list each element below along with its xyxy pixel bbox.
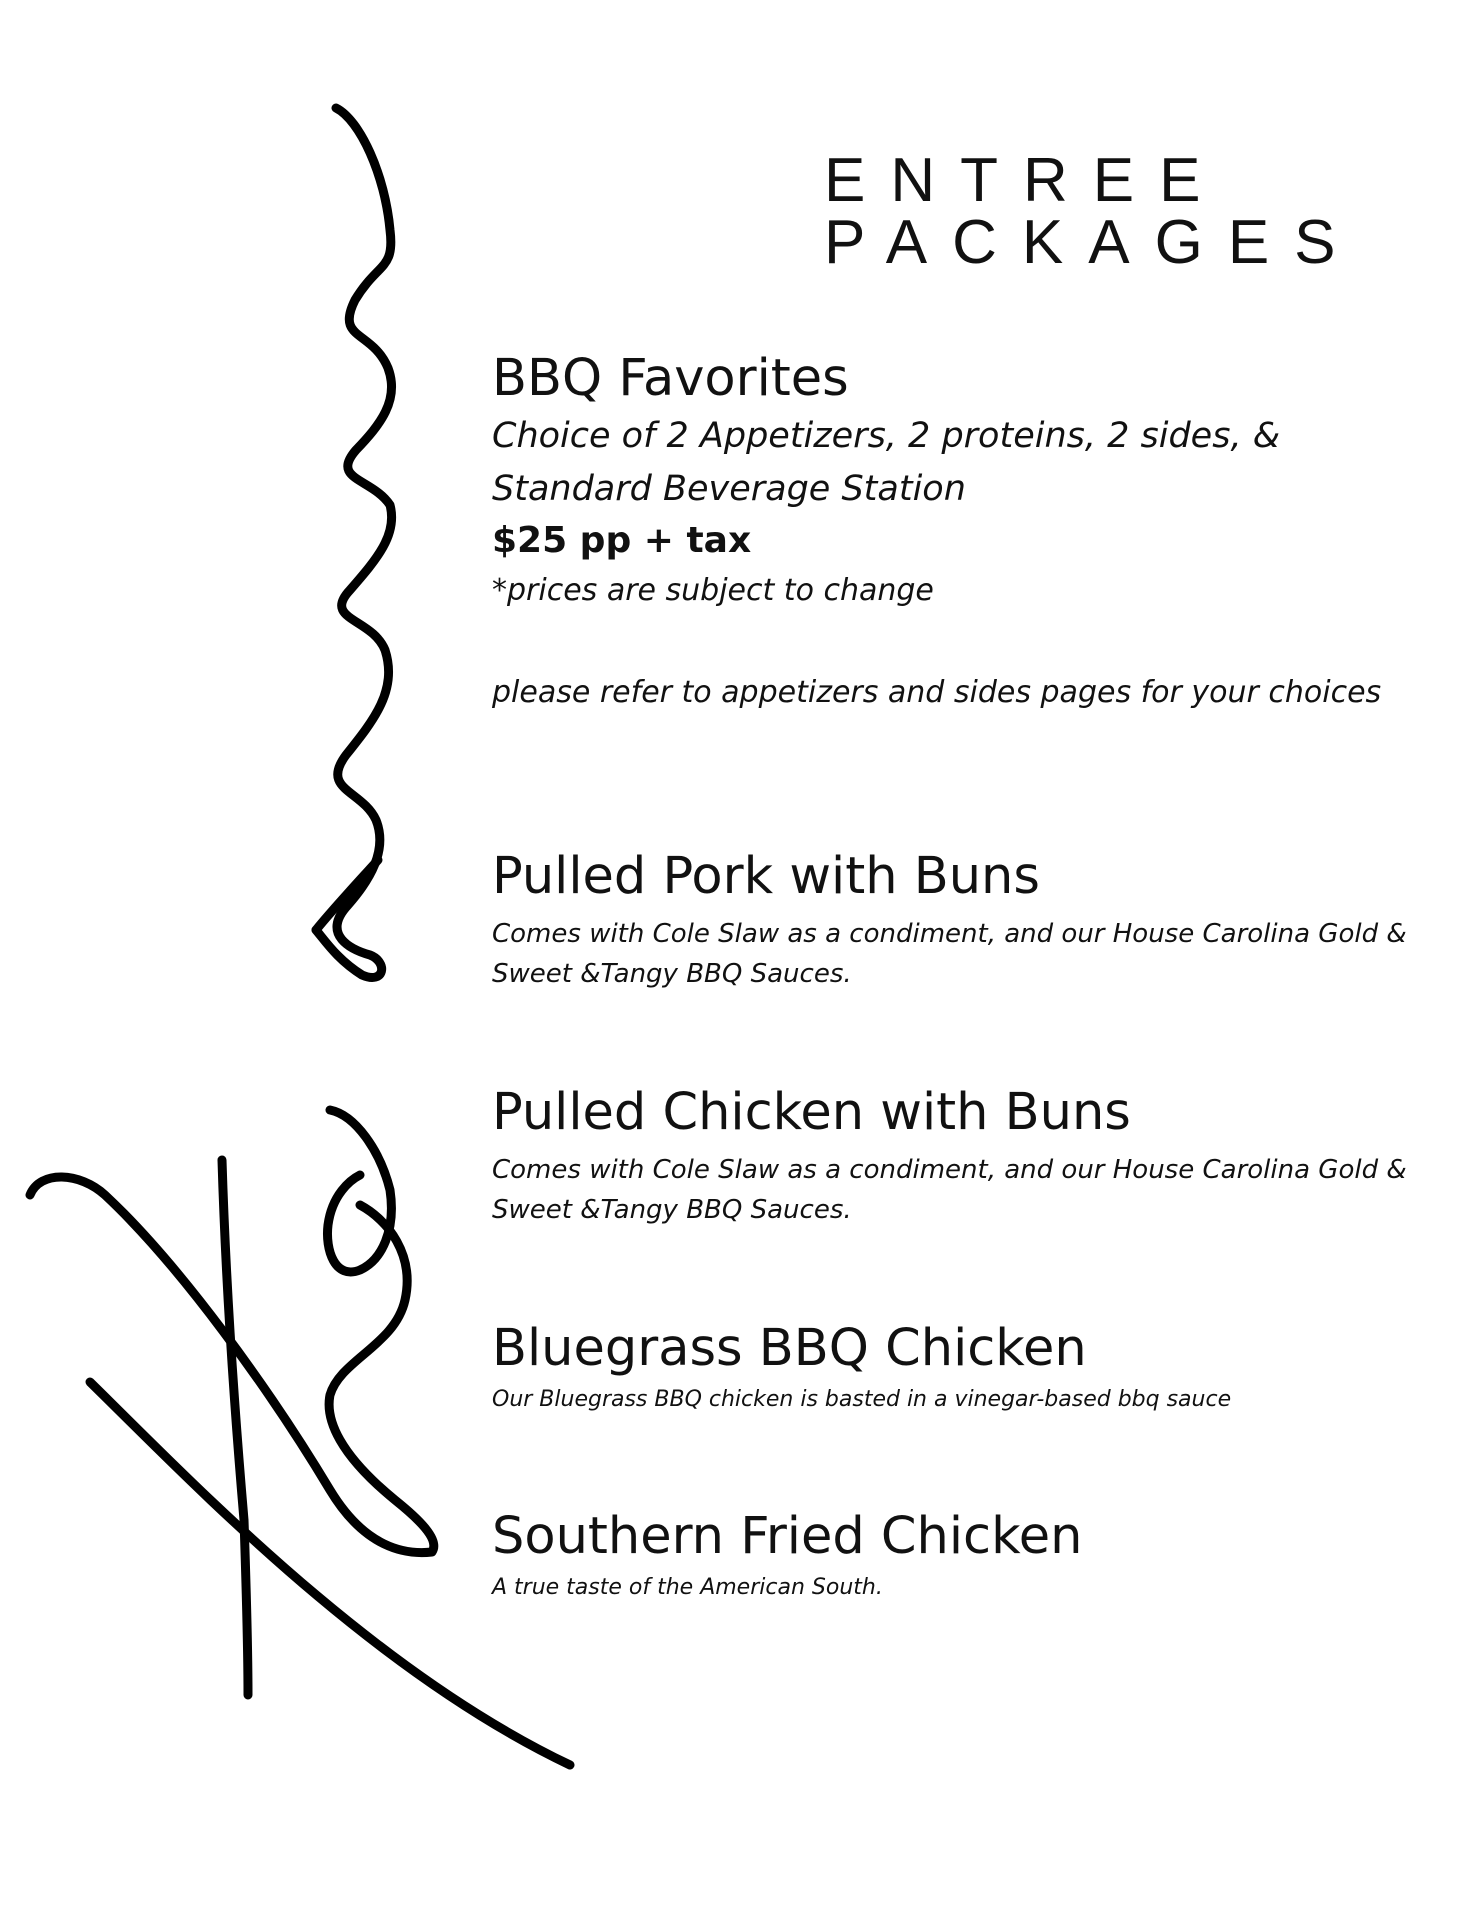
package-refer-note: please refer to appetizers and sides pages for your choices — [492, 675, 1382, 710]
script-the-t-stem — [222, 1160, 248, 1695]
package-bbq-favorites — [492, 348, 1432, 718]
item-title: Southern Fried Chicken — [492, 1507, 1083, 1566]
item-title: Pulled Pork with Buns — [492, 847, 1040, 906]
page-heading — [824, 146, 1361, 277]
script-menu-stroke — [316, 108, 392, 977]
item-description: Comes with Cole Slaw as a condiment, and our House Carolina Gold & Sweet &Tangy BBQ Sauces. — [492, 1155, 1407, 1225]
item-title: Pulled Chicken with Buns — [492, 1083, 1131, 1142]
heading-line-1: ENTREE — [824, 146, 1226, 215]
menu-item-pulled-pork — [492, 846, 1432, 994]
package-price: $25 pp + tax — [492, 520, 752, 561]
item-description: Our Bluegrass BBQ chicken is basted in a vinegar-based bbq sauce — [492, 1387, 1232, 1412]
package-price-note: *prices are subject to change — [492, 573, 934, 608]
heading-line-2: PACKAGES — [824, 208, 1361, 277]
menu-item-bluegrass-bbq-chicken — [492, 1318, 1432, 1416]
script-menu-tail — [316, 860, 378, 930]
script-the-e — [327, 1110, 391, 1272]
package-title: BBQ Favorites — [492, 349, 849, 408]
item-description: A true taste of the American South. — [492, 1575, 883, 1600]
package-description: Choice of 2 Appetizers, 2 proteins, 2 sides, & Standard Beverage Station — [492, 416, 1280, 509]
menu-item-pulled-chicken — [492, 1082, 1432, 1230]
item-title: Bluegrass BBQ Chicken — [492, 1319, 1087, 1378]
item-description: Comes with Cole Slaw as a condiment, and our House Carolina Gold & Sweet &Tangy BBQ Sauces. — [492, 919, 1407, 989]
menu-item-southern-fried-chicken — [492, 1506, 1432, 1604]
